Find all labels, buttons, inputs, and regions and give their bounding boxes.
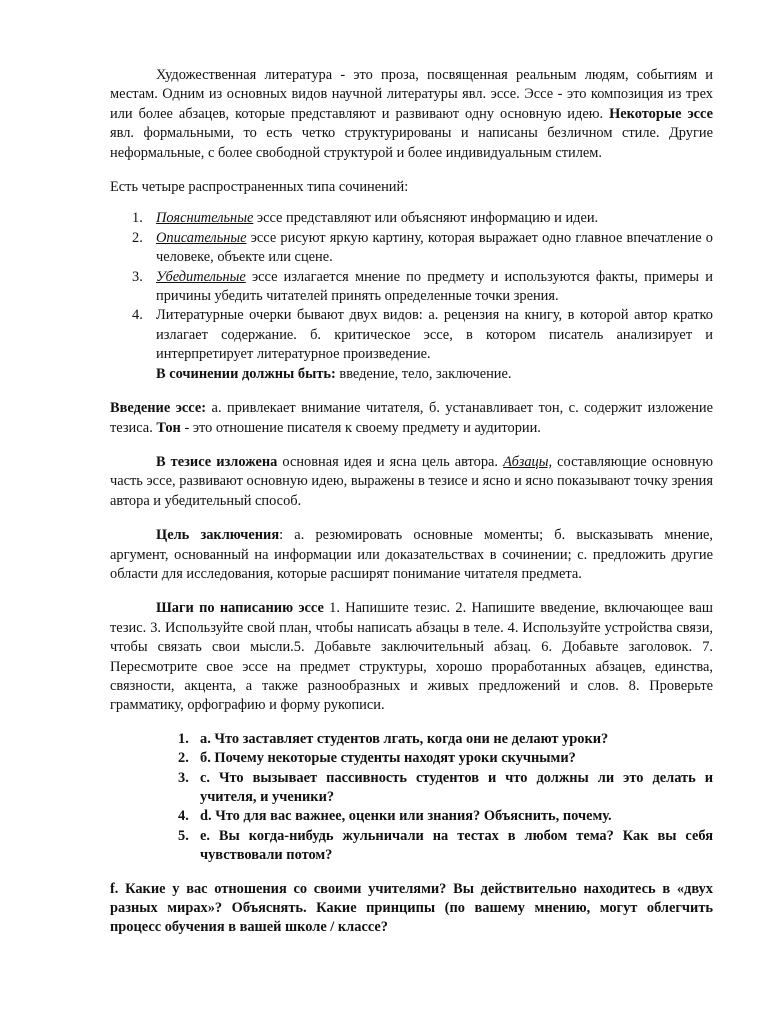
question-text: e. Вы когда-нибудь жульничали на тестах в любом тема? Как вы себя чувствовали потом? bbox=[200, 827, 713, 864]
question-text: a. Что заставляет студентов лгать, когда они не делают уроки? bbox=[200, 730, 609, 747]
list-number: 2. bbox=[132, 229, 143, 246]
list-item bbox=[110, 306, 713, 364]
type-text: эссе представляют или объясняют информацию и идеи. bbox=[253, 210, 599, 227]
introduction-paragraph bbox=[110, 399, 713, 438]
steps-text: 1. Напишите тезис. 2. Напишите введение, включающее ваш тезис. 3. Используйте свой план, чтобы написать абзацы в теле. 4. Используйте устройства связи, чтобы связать свои мысли.5. Добавьте заключительный абзац. 6. Добавьте заголовок. 7. Пересмотрите свое эссе на предмет структуры, хорошо проработанных абзацев, единства, связности, акцента, а также разнообразных и живых предложений и слов. 8. Проверьте грамматику, орфографию и форму рукописи. bbox=[110, 600, 713, 714]
tone-bold: Тон bbox=[156, 419, 181, 436]
list-item bbox=[110, 769, 713, 808]
thesis-text-2: составляющие основную часть эссе, развивают основную идею, выражены в тезисе и ясно и ясно показывают точку зрения автора и убедительный способ. bbox=[110, 453, 713, 509]
list-number: 1. bbox=[132, 210, 143, 227]
steps-bold: Шаги по написанию эссе bbox=[156, 600, 324, 617]
questions-list bbox=[110, 730, 713, 866]
list-item bbox=[110, 807, 713, 826]
list-number: 1. bbox=[178, 730, 189, 747]
intro-paragraph bbox=[110, 66, 713, 163]
introduction-bold: Введение эссе: bbox=[110, 400, 207, 417]
intro-text: Художественная литература - это проза, посвященная реальным людям, событиям и местам. Одним из основных видов научной литературы явл. эссе. Эссе - это композиция из трех или более абзацев, которые представляют и развивают одну основную идею. bbox=[110, 67, 713, 122]
type-text: Литературные очерки бывают двух видов: a. рецензия на книгу, в которой автор кратко излагает содержание. б. критическое эссе, в котором писатель анализирует и интерпретирует литературное произведение. bbox=[156, 307, 713, 363]
list-item bbox=[110, 827, 713, 866]
intro-rest: явл. формальными, то есть четко структурированы и написаны безличном стиле. Другие неформальные, с более свободной структурой и более индивидуальным стилем. bbox=[110, 125, 713, 161]
type-term: Убедительные bbox=[156, 268, 246, 285]
question-text: c. Что вызывает пассивность студентов и что должны ли это делать и учителя, и ученики? bbox=[200, 769, 713, 805]
conclusion-text: : а. резюмировать основные моменты; б. высказывать мнение, аргумент, основанный на информации или доказательствах в сочинении; c. предложить другие области для исследования, которые расширят понимание читателя предмета. bbox=[110, 527, 714, 582]
list-item bbox=[110, 268, 713, 307]
list-item bbox=[110, 730, 713, 749]
intro-bold: Некоторые эссе bbox=[609, 105, 714, 122]
conclusion-paragraph bbox=[110, 526, 713, 584]
tone-text: - это отношение писателя к своему предмету и аудитории. bbox=[180, 419, 541, 436]
types-intro: Есть четыре распространенных типа сочинений: bbox=[110, 179, 409, 196]
thesis-bold: В тезисе изложена bbox=[156, 453, 278, 470]
final-question: f. Какие у вас отношения со своими учителями? Вы действительно находитесь в «двух разных мирах»? Объяснять. Какие принципы (по вашему мнению, могут облегчить процесс обучения в вашей школе / классе? bbox=[110, 880, 713, 936]
conclusion-bold: Цель заключения bbox=[156, 527, 280, 544]
question-text: d. Что для вас важнее, оценки или знания? Объяснить, почему. bbox=[200, 808, 612, 825]
type-term: Описательные bbox=[156, 229, 247, 246]
list-item bbox=[110, 749, 713, 768]
must-have-text: введение, тело, заключение. bbox=[335, 365, 512, 382]
list-number: 4. bbox=[178, 808, 189, 825]
thesis-paragraph bbox=[110, 453, 713, 511]
question-text: б. Почему некоторые студенты находят уроки скучными? bbox=[200, 750, 576, 767]
list-number: 3. bbox=[132, 268, 143, 285]
type-text: эссе излагается мнение по предмету и используются факты, примеры и причины убедить читателей принять определенные точки зрения. bbox=[156, 268, 713, 305]
type-term: Пояснительные bbox=[156, 210, 254, 227]
list-item bbox=[110, 229, 713, 268]
list-number: 5. bbox=[178, 827, 189, 844]
essay-types-list bbox=[110, 209, 713, 364]
must-have-bold: В сочинении должны быть: bbox=[156, 365, 336, 382]
list-number: 3. bbox=[178, 769, 189, 786]
must-have-line bbox=[110, 365, 713, 384]
list-number: 4. bbox=[132, 307, 143, 324]
introduction-text: а. привлекает внимание читателя, б. устанавливает тон, c. содержит изложение тезиса. bbox=[110, 400, 713, 436]
thesis-term: Абзацы, bbox=[503, 453, 553, 470]
thesis-text: основная идея и ясна цель автора. bbox=[277, 453, 504, 470]
steps-paragraph bbox=[110, 599, 713, 715]
type-text: эссе рисуют яркую картину, которая выражает одно главное впечатление о человеке, объекте или сцене. bbox=[156, 229, 713, 266]
document-page bbox=[110, 66, 713, 938]
list-item bbox=[110, 209, 713, 228]
list-number: 2. bbox=[178, 750, 189, 767]
